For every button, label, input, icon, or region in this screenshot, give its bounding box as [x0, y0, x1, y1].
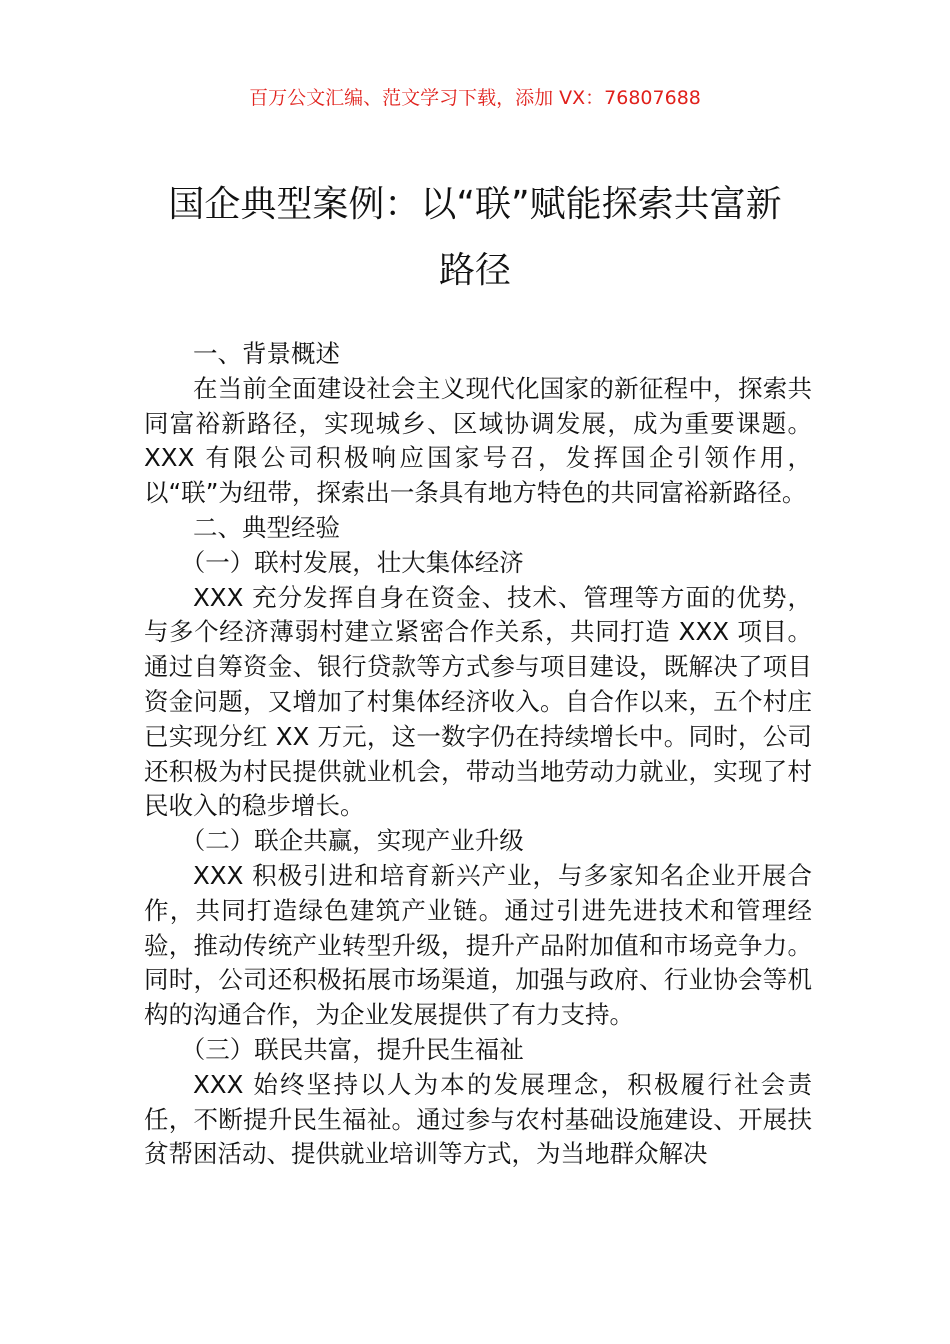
- document-title: [120, 172, 830, 304]
- promo-banner: 百万公文汇编、范文学习下载，添加 VX：76807688: [249, 87, 701, 109]
- document-body: [144, 337, 812, 1172]
- paragraph-people: XXX 始终坚持以人为本的发展理念，积极履行社会责任，不断提升民生福祉。通过参与农村基础设施建设、开展扶贫帮困活动、提供就业培训等方式，为当地群众解决: [144, 1069, 812, 1169]
- paragraph-enterprises: XXX 积极引进和培育新兴产业，与多家知名企业开展合作，共同打造绿色建筑产业链。通过引进先进技术和管理经验，推动传统产业转型升级，提升产品附加值和市场竞争力。同时，公司还积极拓展市场渠道，加强与政府、行业协会等机构的沟通合作，为企业发展提供了有力支持。: [144, 860, 812, 1030]
- section-heading-experience: 二、典型经验: [193, 512, 340, 542]
- paragraph-background: 在当前全面建设社会主义现代化国家的新征程中，探索共同富裕新路径，实现城乡、区域协调发展，成为重要课题。XXX 有限公司积极响应国家号召，发挥国企引领作用，以“联”为纽带，探索出一条具有地方特色的共同富裕新路径。: [144, 373, 812, 508]
- title-line-2: 路径: [438, 250, 511, 291]
- section-heading-background: 一、背景概述: [193, 339, 340, 368]
- subheading-villages: （一）联村发展，壮大集体经济: [180, 547, 524, 577]
- subheading-people: （三）联民共富，提升民生福祉: [180, 1034, 524, 1064]
- subheading-enterprises: （二）联企共赢，实现产业升级: [180, 826, 524, 856]
- title-line-1: 国企典型案例：以“联”赋能探索共富新: [168, 184, 782, 225]
- paragraph-villages: XXX 充分发挥自身在资金、技术、管理等方面的优势，与多个经济薄弱村建立紧密合作关系，共同打造 XXX 项目。通过自筹资金、银行贷款等方式参与项目建设，既解决了项目资金问题，又增加了村集体经济收入。自合作以来，五个村庄已实现分红 XX 万元，这一数字仍在持续增长中。同时，公司还积极为村民提供就业机会，带动当地劳动力就业，实现了村民收入的稳步增长。: [144, 582, 812, 821]
